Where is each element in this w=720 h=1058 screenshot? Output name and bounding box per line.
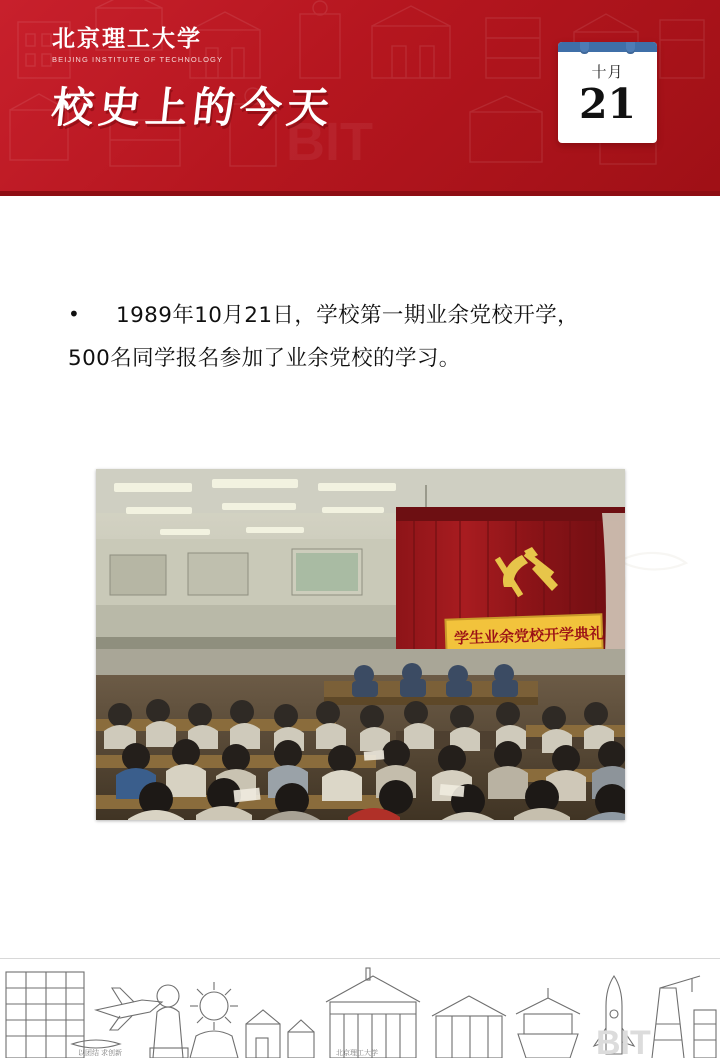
svg-text:BIT: BIT xyxy=(596,1024,651,1058)
calendar-binder-bar xyxy=(558,42,657,52)
article-body xyxy=(68,294,668,380)
university-name-en: BEIJING INSTITUTE OF TECHNOLOGY xyxy=(52,55,224,65)
page-footer xyxy=(0,958,720,1058)
svg-text:以团结 求创新: 以团结 求创新 xyxy=(78,1050,122,1057)
historical-photo xyxy=(96,469,625,820)
article-line-1-text: 1989年10月21日，学校第一期业余党校开学， xyxy=(116,303,580,328)
bullet-icon: • xyxy=(68,302,81,326)
calendar-day: 21 xyxy=(578,80,637,128)
article-line-1 xyxy=(68,294,668,337)
page-header xyxy=(0,0,720,196)
calendar-month: 十月 xyxy=(591,63,624,81)
footer-divider xyxy=(0,958,720,959)
svg-text:BIT: BIT xyxy=(286,112,373,172)
svg-text:北京理工大学: 北京理工大学 xyxy=(336,1050,378,1057)
page-title: 校史上的今天 xyxy=(49,83,337,133)
calendar-widget xyxy=(558,42,657,143)
article-line-2-text: 500名同学报名参加了业余党校的学习。 xyxy=(68,346,461,371)
svg-text:学生业余党校开学典礼: 学生业余党校开学典礼 xyxy=(453,624,605,648)
calendar-ring-right-icon xyxy=(626,42,635,54)
campus-line-art-icon xyxy=(0,958,720,1058)
university-logo-block xyxy=(49,25,412,135)
page-content xyxy=(0,196,720,986)
calendar-ring-left-icon xyxy=(580,42,589,54)
article-line-2 xyxy=(68,337,668,380)
university-name-cn: 北京理工大学 xyxy=(52,25,202,52)
